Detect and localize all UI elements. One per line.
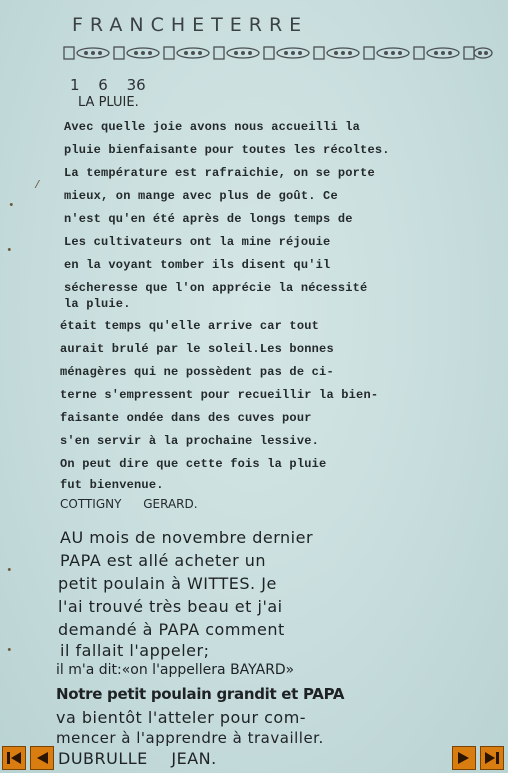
foal-text-line: il fallait l'appeler; [60,641,210,660]
foal-text-line: PAPA est allé acheter un [60,551,267,570]
paper-stain: • [8,200,15,212]
arrow-right-icon [456,751,472,765]
paper-stain: • [6,565,13,577]
first-page-button[interactable] [2,746,26,770]
skip-first-icon [6,751,22,765]
previous-page-button[interactable] [30,746,54,770]
paper-stain: • [6,245,13,257]
rain-text-line: n'est qu'en été après de longs temps de [64,212,353,226]
paper-stain: / [34,180,41,192]
foal-text-line: l'ai trouvé très beau et j'ai [58,597,283,616]
rain-text-line: la pluie. [64,297,131,311]
foal-text-line: petit poulain à WITTES. Je [58,574,277,593]
rain-text-line: terne s'empressent pour recueillir la bien- [60,388,379,402]
article-heading: LA PLUIE. [78,95,139,110]
page-title: FRANCHETERRE [72,14,309,36]
rain-text-line: ménagères qui ne possèdent pas de ci- [60,365,334,379]
arrow-left-icon [34,751,50,765]
rain-text-line: On peut dire que cette fois la pluie [60,457,327,471]
rain-text-line: Les cultivateurs ont la mine réjouie [64,235,331,249]
issue-date: 1 6 36 [70,76,146,94]
author-signature: DUBRULLE JEAN. [58,749,217,768]
rain-text-line: Avec quelle joie avons nous accueilli la [64,120,361,134]
rain-text-line: faisante ondée dans des cuves pour [60,411,312,425]
rain-text-line: sécheresse que l'on apprécie la nécessité [64,281,368,295]
skip-last-icon [484,751,500,765]
rain-text-line: s'en servir à la prochaine lessive. [60,434,320,448]
foal-text-line: AU mois de novembre dernier [60,528,314,547]
rain-text-line: aurait brulé par le soleil.Les bonnes [60,342,334,356]
rain-text-line: en la voyant tomber ils disent qu'il [64,258,331,272]
foal-text-line: va bientôt l'atteler pour com- [56,708,307,727]
rain-text-line: fut bienvenue. [60,478,164,492]
next-page-button[interactable] [452,746,476,770]
foal-text-line: il m'a dit:«on l'appellera BAYARD» [56,662,295,678]
author-signature: COTTIGNY GERARD. [60,497,198,511]
rain-text-line: mieux, on mange avec plus de goût. Ce [64,189,338,203]
rain-text-line: La température est rafraichie, on se porte [64,166,375,180]
foal-text-line: demandé à PAPA comment [58,620,285,639]
last-page-button[interactable] [480,746,504,770]
foal-text-line: mencer à l'apprendre à travailler. [56,729,324,747]
ornamental-border [62,44,494,64]
rain-text-line: pluie bienfaisante pour toutes les récoltes. [64,143,390,157]
foal-text-line: Notre petit poulain grandit et PAPA [56,685,345,703]
paper-stain: • [6,645,13,657]
rain-text-line: était temps qu'elle arrive car tout [60,319,320,333]
